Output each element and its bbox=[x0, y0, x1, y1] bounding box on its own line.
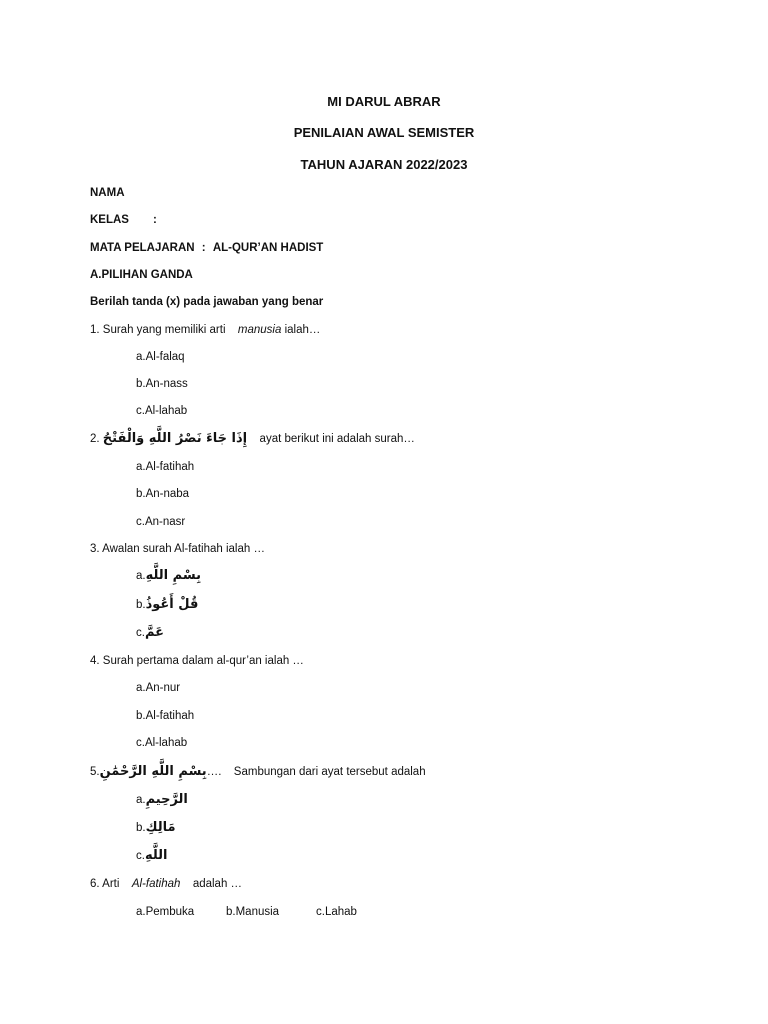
kelas-row bbox=[90, 212, 157, 228]
subject-value: AL-QUR’AN HADIST bbox=[212, 242, 324, 254]
question-4: 4. Surah pertama dalam al-qur’an ialah … bbox=[90, 655, 304, 667]
question-2 bbox=[90, 431, 415, 447]
question-5-dots: …. bbox=[206, 766, 222, 778]
question-1 bbox=[90, 322, 320, 338]
option-arabic: قُلْ أَعُوذُ bbox=[145, 597, 199, 612]
question-1-option-b: b.An-nass bbox=[136, 378, 188, 390]
academic-year: TAHUN AJARAN 2022/2023 bbox=[300, 157, 468, 172]
question-1-prefix: 1. Surah yang memiliki arti bbox=[90, 324, 226, 336]
question-6-option-a: a.Pembuka bbox=[136, 906, 195, 918]
question-3-option-b bbox=[136, 597, 198, 613]
option-letter: a. bbox=[136, 570, 146, 582]
option-arabic: الرَّحِيمِ bbox=[145, 792, 188, 807]
school-name: MI DARUL ABRAR bbox=[327, 94, 441, 109]
question-5-option-c bbox=[136, 848, 167, 864]
question-6-option-b: b.Manusia bbox=[226, 906, 280, 918]
question-3-option-c bbox=[136, 625, 164, 641]
question-5-arabic: بِسْمِ اللَّهِ الرَّحْمَٰنِ bbox=[99, 764, 207, 779]
question-6 bbox=[90, 876, 242, 892]
question-1-italic: manusia bbox=[237, 324, 282, 336]
option-arabic: مَالِكِ bbox=[145, 820, 176, 835]
question-3: 3. Awalan surah Al-fatihah ialah … bbox=[90, 543, 265, 555]
section-title: A.PILIHAN GANDA bbox=[90, 269, 193, 281]
question-1-option-a: a.Al-falaq bbox=[136, 351, 185, 363]
exam-title: PENILAIAN AWAL SEMISTER bbox=[293, 125, 475, 140]
question-6-prefix: 6. Arti bbox=[90, 878, 120, 890]
question-2-option-a: a.Al-fatihah bbox=[136, 461, 195, 473]
question-6-suffix: adalah … bbox=[192, 878, 243, 890]
question-6-italic: Al-fatihah bbox=[131, 878, 181, 890]
kelas-label: KELAS bbox=[90, 214, 129, 226]
option-letter: a. bbox=[136, 794, 146, 806]
question-4-option-c: c.Al-lahab bbox=[136, 737, 188, 749]
question-5 bbox=[90, 764, 426, 780]
option-letter: c. bbox=[136, 627, 145, 639]
question-5-suffix: Sambungan dari ayat tersebut adalah bbox=[233, 766, 426, 778]
question-1-option-c: c.Al-lahab bbox=[136, 405, 188, 417]
question-2-arabic: إِذَا جَاءَ نَصْرُ اللَّهِ وَالْفَتْحُ bbox=[102, 431, 248, 446]
question-1-suffix: ialah… bbox=[284, 324, 321, 336]
option-letter: b. bbox=[136, 599, 146, 611]
question-6-option-c: c.Lahab bbox=[316, 906, 357, 918]
nama-label: NAMA bbox=[90, 187, 125, 199]
option-letter: b. bbox=[136, 822, 146, 834]
question-5-prefix: 5. bbox=[90, 766, 100, 778]
subject-colon: : bbox=[201, 242, 206, 254]
question-2-suffix: ayat berikut ini adalah surah… bbox=[259, 433, 415, 445]
subject-label: MATA PELAJARAN bbox=[90, 242, 195, 254]
kelas-colon: : bbox=[153, 214, 157, 226]
section-instruction: Berilah tanda (x) pada jawaban yang benar bbox=[90, 296, 324, 308]
option-arabic: بِسْمِ اللَّهِ bbox=[145, 568, 201, 583]
subject-row bbox=[90, 240, 323, 256]
question-5-option-a bbox=[136, 792, 188, 808]
question-4-option-a: a.An-nur bbox=[136, 682, 181, 694]
option-arabic: عَمَّ bbox=[144, 625, 165, 640]
question-5-option-b bbox=[136, 820, 176, 836]
question-4-option-b: b.Al-fatihah bbox=[136, 710, 195, 722]
option-arabic: اللَّهِ bbox=[144, 848, 168, 863]
question-2-option-b: b.An-naba bbox=[136, 488, 190, 500]
option-letter: c. bbox=[136, 850, 145, 862]
question-2-option-c: c.An-nasr bbox=[136, 516, 186, 528]
question-2-prefix: 2. bbox=[90, 433, 100, 445]
question-3-option-a bbox=[136, 568, 201, 584]
